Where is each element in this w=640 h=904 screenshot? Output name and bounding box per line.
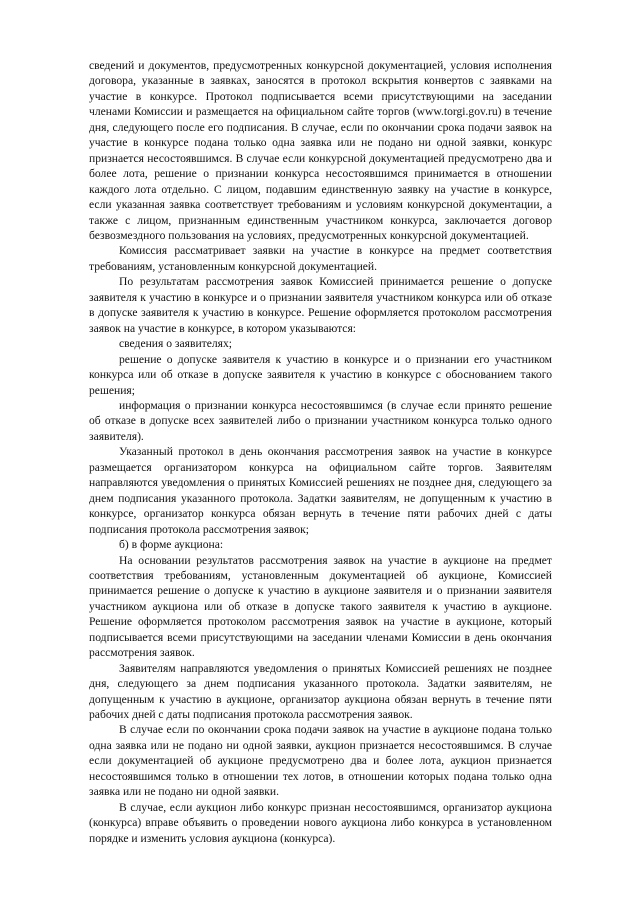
paragraph-admission-decision: решение о допуске заявителя к участию в конкурсе и о признании его участником конкурса или об отказе в допуске заявителя к участию в конкурсе с обоснованием такого решения; [89,352,552,397]
paragraph-failed-contest-info: информация о признании конкурса несостоявшимся (в случае если принято решение об отказе в допуске всех заявителей либо о признании участником конкурса только одного заявителя). [89,398,552,443]
paragraph-protocol-opening: сведений и документов, предусмотренных конкурсной документацией, условия исполнения договора, указанные в заявках, заносятся в протокол вскрытия конвертов с заявками на участие в конкурсе. Протокол подписывается всеми присутствующими на заседании членами Комиссии и размещается на официальном сайте торгов (www.torgi.gov.ru) в течение дня, следующего после его подписания. В случае, если по окончании срока подачи заявок на участие в конкурсе подана только одна заявка или не подано ни одной заявки, конкурс признается несостоявшимся. В случае если конкурсной документацией предусмотрено два и более лота, решение о признании конкурса несостоявшимся принимается в отношении каждого лота отдельно. С лицом, подавшим единственную заявку на участие в конкурсе, если указанная заявка соответствует требованиям и условиям конкурсной документации, а также с лицом, признанным единственным участником конкурса, заключается договор безвозмездного пользования на условиях, предусмотренных конкурсной документацией. [89,59,552,242]
paragraph-applicant-info: сведения о заявителях; [119,337,233,351]
paragraph-protocol-publication: Указанный протокол в день окончания рассмотрения заявок на участие в конкурсе размещается организатором конкурса на официальном сайте торгов. Заявителям направляются уведомления о принятых Комиссией решениях не позднее дня, следующего за днем подписания указанного протокола. Задатки заявителям, не допущенным к участию в конкурсе, организатор конкурса обязан вернуть в течение пяти рабочих дней с даты подписания протокола рассмотрения заявок; [89,445,552,536]
paragraph-review-results: По результатам рассмотрения заявок Комиссией принимается решение о допуске заявителя к участию в конкурсе и о признании заявителя участником конкурса или об отказе в допуске заявителя к участию в конкурсе. Решение оформляется протоколом рассмотрения заявок на участие в конкурсе, в котором указываются: [89,275,552,335]
paragraph-auction-single-bid: В случае если по окончании срока подачи заявок на участие в аукционе подана только одна заявка или не подано ни одной заявки, аукцион признается несостоявшимся. В случае если документацией об аукционе предусмотрено два и более лота, аукцион признается несостоявшимся только в отношении тех лотов, в отношении которых подана только одна заявка или не подано ни одной заявки. [89,723,552,799]
paragraph-auction-heading: б) в форме аукциона: [119,538,224,552]
paragraph-auction-notifications: Заявителям направляются уведомления о принятых Комиссией решениях не позднее дня, следующего за днем подписания указанного протокола. Задатки заявителям, не допущенным к участию в аукционе, организатор аукциона обязан вернуть в течение пяти рабочих дней с даты подписания протокола рассмотрения заявок. [89,661,552,722]
paragraph-commission-review: Комиссия рассматривает заявки на участие в конкурсе на предмет соответствия требованиям, установленным конкурсной документацией. [89,244,552,273]
paragraph-new-auction: В случае, если аукцион либо конкурс признан несостоявшимся, организатор аукциона (конкурса) вправе объявить о проведении нового аукциона либо конкурса в установленном порядке и изменить условия аукциона (конкурса). [89,800,552,845]
paragraph-auction-review: На основании результатов рассмотрения заявок на участие в аукционе на предмет соответствия требованиям, установленным документацией об аукционе, Комиссией принимается решение о допуске к участию в аукционе заявителя и о признании заявителя участником аукциона или об отказе в допуске такого заявителя к участию в аукционе. Решение оформляется протоколом рассмотрения заявок на участие в аукционе, который подписывается всеми присутствующими на заседании членами Комиссии в день окончания рассмотрения заявок. [89,553,552,660]
